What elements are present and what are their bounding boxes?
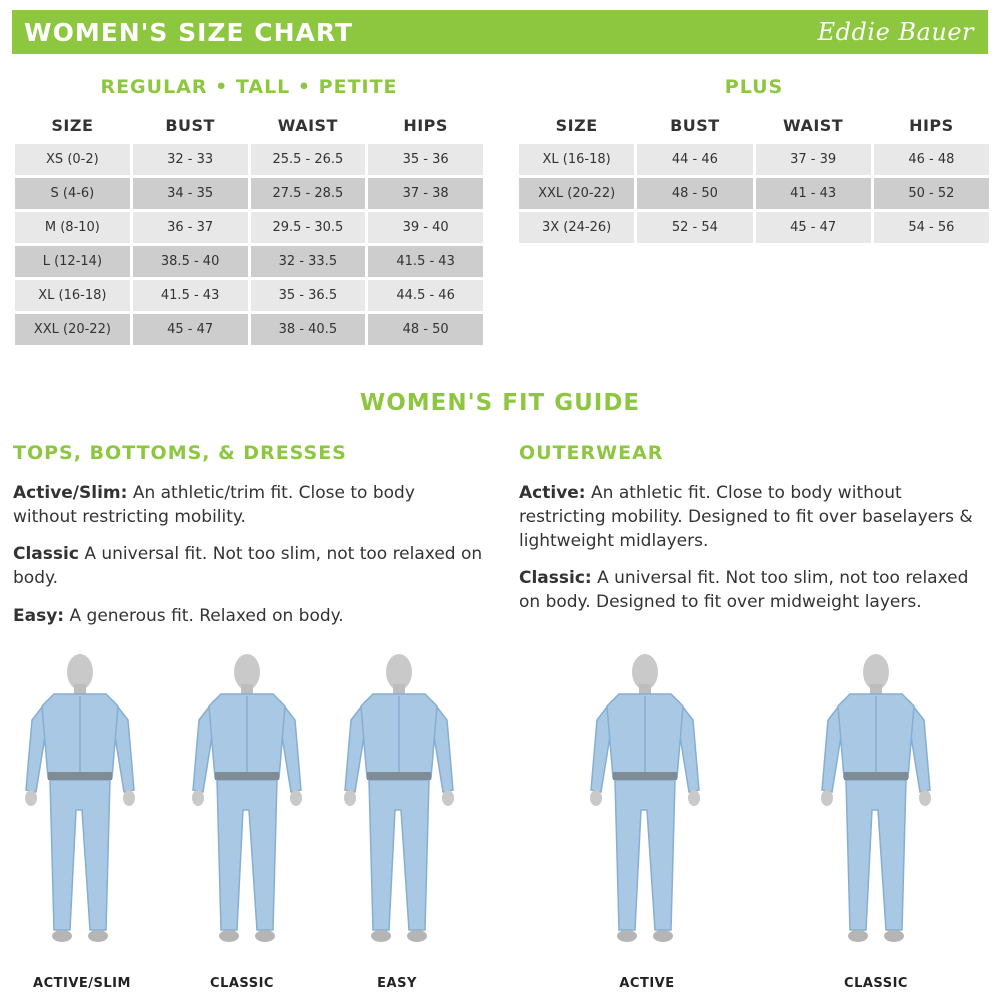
fit-text: A universal fit. Not too slim, not too relaxed on body. <box>13 544 483 588</box>
figure-label-classic: CLASSIC <box>210 976 274 991</box>
fit-text: A generous fit. Relaxed on body. <box>64 606 344 626</box>
table-cell: 44 - 46 <box>637 144 752 175</box>
figure-label-easy: EASY <box>377 976 417 991</box>
column-header: SIZE <box>51 115 94 135</box>
fit-text: An athletic fit. Close to body without restricting mobility. Designed to fit over baselayers & lightweight midlayers. <box>519 483 973 551</box>
table-cell: 34 - 35 <box>133 178 248 209</box>
table-cell: 29.5 - 30.5 <box>251 212 366 243</box>
outerwear-section-title: OUTERWEAR <box>519 442 664 464</box>
figure-label-outerwear-classic: CLASSIC <box>844 976 908 991</box>
table-row <box>519 212 989 243</box>
column-header: HIPS <box>403 115 448 135</box>
mannequin-active-slim <box>20 650 140 950</box>
table-cell: L (12-14) <box>15 246 130 277</box>
table-cell: 32 - 33.5 <box>251 246 366 277</box>
table-row <box>15 246 483 277</box>
fit-term: Classic <box>13 544 79 564</box>
column-header: SIZE <box>555 115 598 135</box>
table-cell: 36 - 37 <box>133 212 248 243</box>
table-cell: 37 - 39 <box>756 144 871 175</box>
table-cell: 45 - 47 <box>756 212 871 243</box>
table-cell: 32 - 33 <box>133 144 248 175</box>
mannequin-outerwear-active <box>585 650 705 950</box>
plus-size-table <box>516 106 992 246</box>
mannequin-outerwear-classic <box>814 650 938 950</box>
fit-term: Active: <box>519 483 586 503</box>
table-row <box>519 178 989 209</box>
table-cell: 44.5 - 46 <box>368 280 483 311</box>
table-cell: S (4-6) <box>15 178 130 209</box>
mannequin-classic <box>185 650 309 950</box>
plus-table-title: PLUS <box>724 76 784 98</box>
table-cell: XS (0-2) <box>15 144 130 175</box>
table-cell: 41.5 - 43 <box>368 246 483 277</box>
table-cell: 25.5 - 26.5 <box>251 144 366 175</box>
table-cell: 41.5 - 43 <box>133 280 248 311</box>
table-cell: 46 - 48 <box>874 144 989 175</box>
table-row <box>15 212 483 243</box>
table-cell: XL (16-18) <box>519 144 634 175</box>
tops-easy-description <box>13 604 483 628</box>
table-row <box>519 144 989 175</box>
fit-guide-title: WOMEN'S FIT GUIDE <box>359 390 641 416</box>
table-cell: XXL (20-22) <box>15 314 130 345</box>
table-cell: 35 - 36 <box>368 144 483 175</box>
table-cell: 41 - 43 <box>756 178 871 209</box>
figure-label-outerwear-active: ACTIVE <box>619 976 675 991</box>
column-header: HIPS <box>909 115 954 135</box>
table-row <box>15 178 483 209</box>
fit-text: A universal fit. Not too slim, not too relaxed on body. Designed to fit over midweight layers. <box>519 568 969 612</box>
table-cell: XXL (20-22) <box>519 178 634 209</box>
fit-text: An athletic/trim fit. Close to body without restricting mobility. <box>13 483 415 527</box>
table-cell: XL (16-18) <box>15 280 130 311</box>
regular-table-title: REGULAR • TALL • PETITE <box>100 76 398 98</box>
table-cell: 3X (24-26) <box>519 212 634 243</box>
table-cell: 48 - 50 <box>368 314 483 345</box>
table-cell: M (8-10) <box>15 212 130 243</box>
table-cell: 35 - 36.5 <box>251 280 366 311</box>
mannequin-easy <box>335 650 463 950</box>
table-header-row <box>15 109 483 141</box>
table-cell: 45 - 47 <box>133 314 248 345</box>
fit-term: Active/Slim: <box>13 483 128 503</box>
tops-section-title: TOPS, BOTTOMS, & DRESSES <box>13 442 347 464</box>
figure-label-active-slim: ACTIVE/SLIM <box>33 976 131 991</box>
column-header: WAIST <box>277 115 338 135</box>
table-cell: 48 - 50 <box>637 178 752 209</box>
table-header-row <box>519 109 989 141</box>
table-cell: 52 - 54 <box>637 212 752 243</box>
page-title: WOMEN'S SIZE CHART <box>24 17 354 47</box>
table-cell: 50 - 52 <box>874 178 989 209</box>
tops-classic-description <box>13 542 483 590</box>
table-cell: 38.5 - 40 <box>133 246 248 277</box>
column-header: BUST <box>165 115 215 135</box>
table-row <box>15 144 483 175</box>
fit-term: Easy: <box>13 606 65 626</box>
tops-active-description <box>13 481 483 529</box>
fit-term: Classic: <box>519 568 592 588</box>
column-header: BUST <box>670 115 720 135</box>
regular-size-table <box>12 106 486 348</box>
table-row <box>15 280 483 311</box>
column-header: WAIST <box>783 115 844 135</box>
outerwear-active-description <box>519 481 989 553</box>
outerwear-classic-description <box>519 566 989 614</box>
table-cell: 27.5 - 28.5 <box>251 178 366 209</box>
table-cell: 38 - 40.5 <box>251 314 366 345</box>
table-cell: 37 - 38 <box>368 178 483 209</box>
brand-logo: Eddie Bauer <box>817 18 974 46</box>
table-cell: 39 - 40 <box>368 212 483 243</box>
table-cell: 54 - 56 <box>874 212 989 243</box>
header-banner <box>12 10 988 54</box>
table-row <box>15 314 483 345</box>
